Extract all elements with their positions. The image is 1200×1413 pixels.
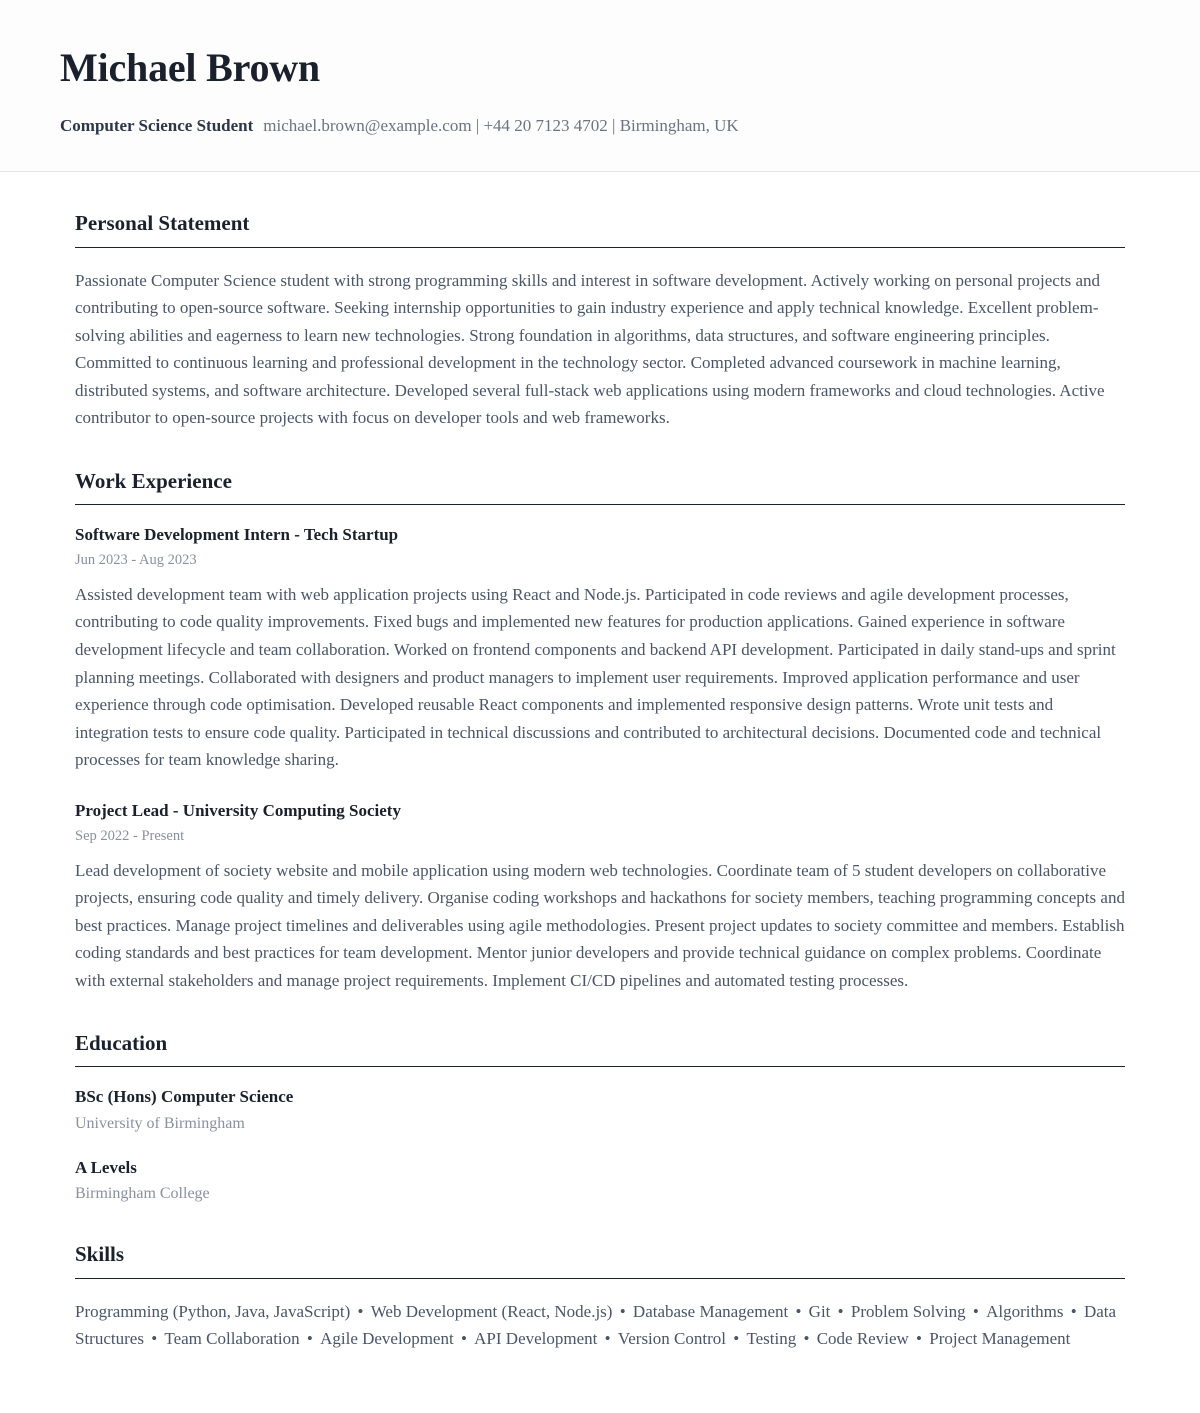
contact-line <box>60 115 1140 137</box>
skill-separator: • <box>968 1301 984 1321</box>
education-entry <box>75 1086 1125 1134</box>
skill-item: Database Management <box>632 1301 789 1321</box>
section-rule <box>75 1066 1125 1067</box>
skill-item: Agile Development <box>320 1329 454 1349</box>
section-personal-statement <box>75 210 1125 431</box>
section-skills <box>75 1241 1125 1352</box>
section-heading-skills: Skills <box>75 1242 125 1267</box>
section-rule <box>75 1278 1125 1279</box>
education-institution: Birmingham College <box>75 1185 210 1203</box>
skill-item: Problem Solving <box>850 1301 966 1321</box>
skill-separator: • <box>302 1329 318 1349</box>
education-entry <box>75 1157 1125 1205</box>
skill-separator: • <box>791 1301 806 1321</box>
skill-item: Version Control <box>617 1329 726 1349</box>
skill-item: Testing <box>746 1329 797 1349</box>
skill-separator: • <box>799 1329 814 1349</box>
section-education <box>75 1030 1125 1205</box>
skill-separator: • <box>615 1301 630 1321</box>
work-entry-title: Software Development Intern - Tech Startup <box>75 524 399 544</box>
section-rule <box>75 247 1125 248</box>
section-heading-work-experience: Work Experience <box>75 468 232 493</box>
work-entry-description: Lead development of society website and mobile application using modern web technologies. Coordinate team of 5 student developers on collaborative projects, ensuring code quality and timely delivery. Organise coding workshops and hackathons for society members, teaching programming concepts and best practices. Manage project timelines and deliverables using agile methodologies. Present project updates to society committee and members. Establish coding standards and best practices for team development. Mentor junior developers and provide technical guidance on complex problems. Coordinate with external stakeholders and manage project requirements. Implement CI/CD pipelines and automated testing processes. <box>75 860 1125 990</box>
skill-separator: • <box>146 1329 162 1349</box>
skill-item: Programming (Python, Java, JavaScript) <box>75 1301 351 1321</box>
skill-separator: • <box>600 1329 615 1349</box>
skill-item: Data Structures <box>75 1301 1117 1349</box>
education-degree: BSc (Hons) Computer Science <box>75 1087 294 1107</box>
skill-item: Web Development (React, Node.js) <box>370 1301 613 1321</box>
education-degree: A Levels <box>75 1158 137 1178</box>
skill-separator: • <box>456 1329 472 1349</box>
work-entry <box>75 524 1125 774</box>
skill-separator: • <box>911 1329 927 1349</box>
skill-item: Project Management <box>929 1329 1071 1349</box>
skill-item: Team Collaboration <box>164 1329 300 1349</box>
skill-item: API Development <box>474 1329 598 1349</box>
cv-header <box>0 0 1200 172</box>
work-entry-dates: Jun 2023 - Aug 2023 <box>75 552 197 569</box>
work-entry-dates: Sep 2022 - Present <box>75 827 185 844</box>
skill-separator: • <box>833 1301 848 1321</box>
section-heading-personal-statement: Personal Statement <box>75 211 250 236</box>
work-entry-title: Project Lead - University Computing Society <box>75 800 401 820</box>
skill-separator: • <box>1066 1301 1081 1321</box>
skill-item: Code Review <box>816 1329 909 1349</box>
skill-separator: • <box>728 1329 744 1349</box>
work-entry <box>75 800 1125 995</box>
personal-statement-text: Passionate Computer Science student with strong programming skills and interest in software development. Actively working on personal projects and contributing to open-source software. Seeking internship opportunities to gain industry experience and apply technical knowledge. Excellent problem-solving abilities and eagerness to learn new technologies. Strong foundation in algorithms, data structures, and software engineering principles. Committed to continuous learning and professional development in the technology sector. Completed advanced coursework in machine learning, distributed systems, and software architecture. Developed several full-stack web applications using modern frameworks and cloud technologies. Active contributor to open-source projects with focus on developer tools and web frameworks. <box>75 270 1105 428</box>
contact-details: michael.brown@example.com | +44 20 7123 4702 | Birmingham, UK <box>263 116 739 136</box>
section-work-experience <box>75 468 1125 995</box>
skill-item: Git <box>808 1301 831 1321</box>
candidate-role: Computer Science Student <box>60 116 254 136</box>
candidate-name: Michael Brown <box>60 45 320 90</box>
skill-separator: • <box>353 1301 368 1321</box>
skill-item: Algorithms <box>986 1301 1064 1321</box>
section-rule <box>75 504 1125 505</box>
cv-body <box>0 172 1200 1412</box>
work-entry-description: Assisted development team with web application projects using React and Node.js. Participated in code reviews and agile development processes, contributing to code quality improvements. Fixed bugs and implemented new features for production applications. Gained experience in software development lifecycle and team collaboration. Worked on frontend components and backend API development. Participated in daily stand-ups and sprint planning meetings. Collaborated with designers and product managers to implement user requirements. Improved application performance and user experience through code optimisation. Developed reusable React components and implemented responsive design patterns. Wrote unit tests and integration tests to ensure code quality. Participated in technical discussions and contributed to architectural decisions. Documented code and technical processes for team knowledge sharing. <box>75 584 1116 770</box>
skills-list <box>75 1298 1125 1353</box>
education-institution: University of Birmingham <box>75 1114 245 1132</box>
section-heading-education: Education <box>75 1031 168 1056</box>
